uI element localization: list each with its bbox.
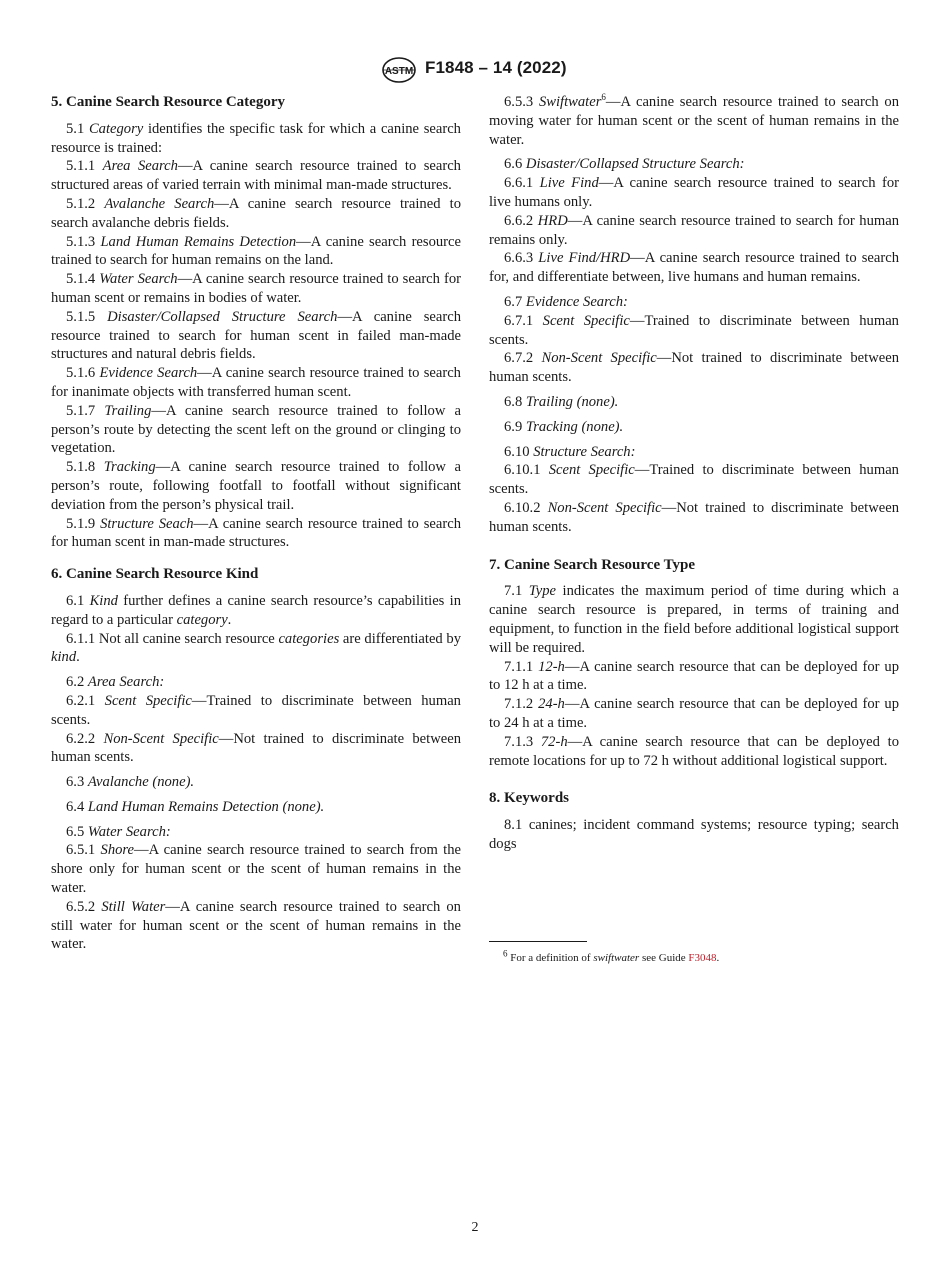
astm-logo-icon xyxy=(381,56,417,84)
page-number: 2 xyxy=(471,1220,479,1235)
paragraph-7-1-3: 7.1.3 72-h—A canine search resource that can be deployed to remote locations for up to 72 h without additional logistical support. xyxy=(489,733,899,769)
paragraph-6-6-2: 6.6.2 HRD—A canine search resource trained to search for human remains only. xyxy=(489,212,899,248)
paragraph-6-6-1: 6.6.1 Live Find—A canine search resource trained to search for live humans only. xyxy=(489,175,900,210)
paragraph-6-10-2: 6.10.2 Non-Scent Specific—Not trained to discriminate between human scents. xyxy=(489,499,900,535)
paragraph-5-1-4: 5.1.4 Water Search—A canine search resource trained to search for human scent or remains in bodies of water. xyxy=(51,271,461,306)
paragraph-7-1-1: 7.1.1 12-h—A canine search resource that can be deployed for up to 12 h at a time. xyxy=(489,658,900,694)
paragraph-6-1-1: 6.1.1 Not all canine search resource categories are differentiated by kind. xyxy=(51,630,461,666)
paragraph-5-1-9: 5.1.9 Structure Seach—A canine search resource trained to search for human scent in man-made structures. xyxy=(51,515,461,551)
paragraph-5-1-6: 5.1.6 Evidence Search—A canine search resource trained to search for inanimate objects with transferred human scent. xyxy=(51,365,461,400)
paragraph-7-1-2: 7.1.2 24-h—A canine search resource that can be deployed for up to 24 h at a time. xyxy=(489,696,900,731)
paragraph-5-1-7: 5.1.7 Trailing—A canine search resource trained to follow a person’s route by detecting the scent left on the ground or clinging to vegetation. xyxy=(51,402,461,457)
paragraph-6-1: 6.1 Kind further defines a canine search resource’s capabilities in regard to a particular category. xyxy=(51,592,462,628)
paragraph-6-5-1: 6.5.1 Shore—A canine search resource trained to search from the shore only for human scent or the scent of human remains in the water. xyxy=(51,842,462,897)
paragraph-8-1: 8.1 canines; incident command systems; resource typing; search dogs xyxy=(489,817,899,852)
paragraph-6-5: 6.5 Water Search: xyxy=(66,823,171,840)
document-title: F1848 – 14 (2022) xyxy=(425,58,567,77)
paragraph-6-10: 6.10 Structure Search: xyxy=(504,443,636,460)
paragraph-6-3: 6.3 Avalanche (none). xyxy=(66,774,195,791)
section-8-heading: 8. Keywords xyxy=(489,790,569,807)
paragraph-5-1-3: 5.1.3 Land Human Remains Detection—A canine search resource trained to search for human remains on the land. xyxy=(51,233,461,269)
footnote-6: $^6$ For a definition of swiftwater see Guide F3048. xyxy=(503,948,720,964)
footnote-divider xyxy=(489,941,587,942)
paragraph-6-5-2: 6.5.2 Still Water—A canine search resource trained to search on still water for human scent or the scent of human remains in the water. xyxy=(51,898,461,953)
svg-text:ASTM: ASTM xyxy=(384,66,414,77)
section-5-heading: 5. Canine Search Resource Category xyxy=(51,94,285,110)
paragraph-5-1: 5.1 Category identifies the specific task for which a canine search resource is trained: xyxy=(51,120,461,156)
paragraph-6-10-1: 6.10.1 Scent Specific—Trained to discriminate between human scents. xyxy=(489,462,899,498)
footnote-ref: 6 xyxy=(601,92,606,103)
paragraph-5-1-8: 5.1.8 Tracking—A canine search resource trained to follow a person’s route, following footfall to footfall without significant deviation from the person’s physical trail. xyxy=(51,459,461,513)
page-header xyxy=(0,56,950,84)
right-column xyxy=(489,93,899,854)
guide-f3048-link[interactable]: F3048 xyxy=(688,952,717,964)
paragraph-7-1: 7.1 Type indicates the maximum period of time during which a canine search resource is prepared, in terms of training and equipment, to function in the field before additional logistical support will be required. xyxy=(489,583,899,656)
paragraph-6-7-1: 6.7.1 Scent Specific—Trained to discriminate between human scents. xyxy=(489,312,899,348)
paragraph-5-1-5: 5.1.5 Disaster/Collapsed Structure Search—A canine search resource trained to search for human scent in failed man-made structures and natural debris fields. xyxy=(51,308,461,363)
paragraph-6-7-2: 6.7.2 Non-Scent Specific—Not trained to discriminate between human scents. xyxy=(489,350,899,386)
paragraph-6-6-3: 6.6.3 Live Find/HRD—A canine search resource trained to search for, and differentiate between, live humans and human remains. xyxy=(489,250,899,286)
left-column xyxy=(51,93,461,954)
paragraph-6-2-1: 6.2.1 Scent Specific—Trained to discriminate between human scents. xyxy=(51,692,461,728)
paragraph-6-2: 6.2 Area Search: xyxy=(66,674,165,691)
paragraph-6-7: 6.7 Evidence Search: xyxy=(504,293,628,310)
paragraph-5-1-2: 5.1.2 Avalanche Search—A canine search resource trained to search avalanche debris fields. xyxy=(51,195,461,231)
paragraph-6-9: 6.9 Tracking (none). xyxy=(504,418,624,435)
section-7-heading: 7. Canine Search Resource Type xyxy=(489,556,695,573)
paragraph-6-5-3: 6.5.3 Swiftwater$^6$—A canine search resource trained to search on moving water for human scent or the scent of human remains in the water. xyxy=(489,92,900,148)
paragraph-6-2-2: 6.2.2 Non-Scent Specific—Not trained to discriminate between human scents. xyxy=(51,730,461,766)
paragraph-5-1-1: 5.1.1 Area Search—A canine search resource trained to search structured areas of varied terrain with minimal man-made structures. xyxy=(51,158,461,194)
paragraph-6-6: 6.6 Disaster/Collapsed Structure Search: xyxy=(504,156,745,173)
section-6-heading: 6. Canine Search Resource Kind xyxy=(51,566,259,583)
paragraph-6-8: 6.8 Trailing (none). xyxy=(504,393,619,410)
paragraph-6-4: 6.4 Land Human Remains Detection (none). xyxy=(66,798,325,815)
